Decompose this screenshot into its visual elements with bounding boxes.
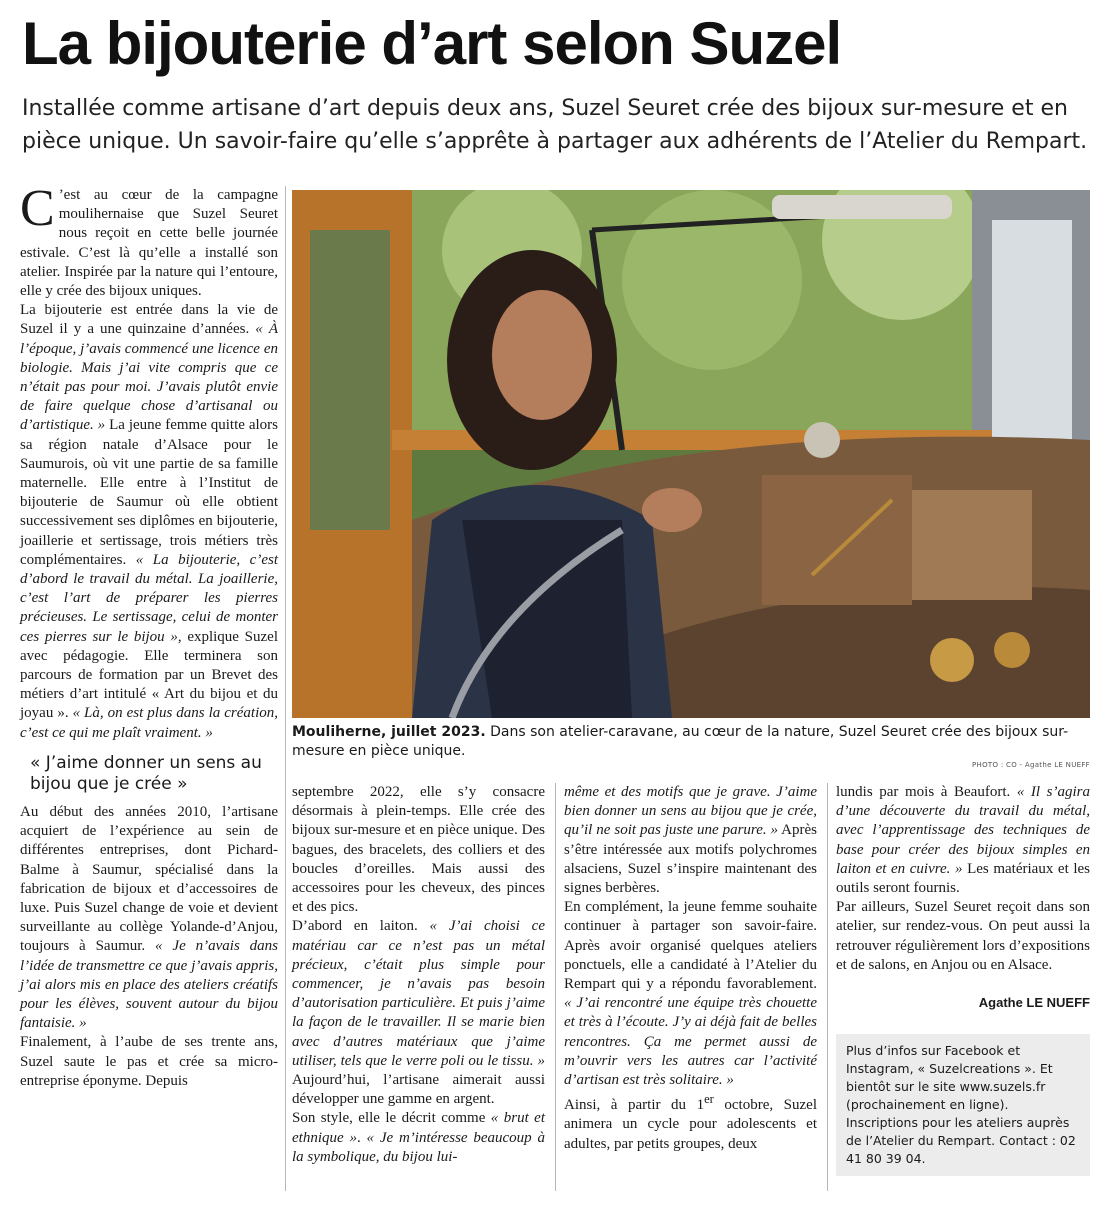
drop-cap: C xyxy=(20,180,55,237)
quote: « À l’époque, j’avais commencé une licence en biologie. Mais j’ai vite compris que ce n’était pas pour moi. J’avais plutôt envie de faire quelque chose d’artisanal ou d’artistique. » xyxy=(20,321,278,434)
author-signature: Agathe LE NUEFF xyxy=(978,995,1090,1011)
quote: « J’ai choisi ce matériau car ce n’est pas un métal précieux, c’était plus simple pour commencer, je n’avais pas besoin d’autorisation particulière. Et puis j’aime la façon de le travailler. Il se marie bien avec d’autres matériaux que j’aime utiliser, tels que le verre poli ou le tissu. » xyxy=(292,918,545,1069)
article-lead: Installée comme artisane d’art depuis deux ans, Suzel Seuret crée des bijoux sur-mesure et en pièce unique. Un savoir-faire qu’elle s’apprête à partager aux adhérents de l’Atelier du Rempart. xyxy=(22,96,1088,154)
paragraph: Au début des années 2010, l’artisane acquiert de l’expérience au sein de différentes entreprises, dont Pichard-Balme à Saumur, spécialisé dans la fabrication de bijoux et d’accessoires de luxe. Puis Suzel change de voie et devient surveillante au collège Yolande-d’Anjou, toujours à Saumur. « Je n’avais dans l’idée de transmettre ce que j’avais appris, j’ai alors mis en place des ateliers créatifs pour les élèves, souvent autour du bijou fantaisie. » xyxy=(20,803,278,1032)
photo-caption: Mouliherne, juillet 2023. Dans son atelier-caravane, au cœur de la nature, Suzel Seuret crée des bijoux sur-mesure en pièce unique. xyxy=(292,724,1069,759)
paragraph: septembre 2022, elle s’y consacre désormais à plein-temps. Elle crée des bijoux sur-mesure et en pièce unique. Des bagues, des bracelets, des colliers et des boucles d’oreilles. Mais aussi des accessoires pour les cheveux, des pinces et des pics. xyxy=(292,784,545,916)
article-photo xyxy=(292,190,1090,718)
quote: « Il s’agira d’une découverte du travail du métal, avec l’apprentissage des techniques de base pour créer des bijoux simples en laiton et en cuivre. » xyxy=(836,784,1091,877)
quote: « Je m’intéresse beaucoup à la symbolique, du bijou lui- xyxy=(292,1129,545,1165)
paragraph: Ainsi, à partir du 1er octobre, Suzel animera un cycle pour adolescents et adultes, par petits groupes, deux xyxy=(564,1092,817,1152)
quote: même et des motifs que je grave. J’aime bien donner un sens au bijou que je crée, qu’il ne soit pas juste une parure. » xyxy=(564,784,817,839)
article-headline: La bijouterie d’art selon Suzel xyxy=(22,10,842,77)
paragraph: Finalement, à l’aube de ses trente ans, Suzel saute le pas et crée sa micro-entreprise éponyme. Depuis xyxy=(20,1034,278,1089)
quote: « La bijouterie, c’est d’abord le travail du métal. La joaillerie, c’est l’art de préparer les pierres précieuses. Le sertissage, celui de monter ces pierres sur le bijou » xyxy=(20,551,278,645)
paragraph: même et des motifs que je grave. J’aime bien donner un sens au bijou que je crée, qu’il ne soit pas juste une parure. » Après s’être intéressée aux motifs polychromes alsaciens, Suzel s’inspire maintenant des signes berbères. xyxy=(564,784,817,897)
quote: « Je n’avais dans l’idée de transmettre ce que j’avais appris, j’ai alors mis en place des ateliers créatifs pour les élèves, souvent autour du bijou fantaisie. » xyxy=(20,938,278,1032)
paragraph: En complément, la jeune femme souhaite continuer à partager son savoir-faire. Après avoir organisé quelques ateliers ponctuels, elle a candidaté à l’Atelier du Rempart qui y a répondu favorablement. « J’ai rencontré une équipe très chouette et très à l’écoute. J’y ai déjà fait de belles rencontres. Ça me permet aussi de m’ouvrir vers les autres car l’activité d’artisan est très solitaire. » xyxy=(564,899,817,1089)
column-divider xyxy=(827,783,828,1191)
section-subhead: « J’aime donner un sens au bijou que je crée » xyxy=(30,752,262,794)
column-divider xyxy=(555,783,556,1191)
column-2 xyxy=(292,783,545,1167)
paragraph: Son style, elle le décrit comme « brut et ethnique ». « Je m’intéresse beaucoup à la symbolique, du bijou lui- xyxy=(292,1110,545,1165)
photo-credit: PHOTO : CO - Agathe LE NUEFF xyxy=(972,761,1090,769)
column-4 xyxy=(836,783,1090,1176)
column-3 xyxy=(564,783,817,1154)
quote: « brut et ethnique » xyxy=(292,1110,545,1146)
quote: « J’ai rencontré une équipe très chouette et très à l’écoute. J’y ai déjà fait de belles rencontres. Ça me permet aussi de m’ouvrir vers les autres car l’activité d’artisan est très solitaire. » xyxy=(564,995,817,1089)
paragraph: C ’est au cœur de la campagne moulihernaise que Suzel Seuret nous reçoit en cette belle journée estivale. C’est là qu’elle a installé son atelier. Inspirée par la nature qui l’entoure, elle y crée des bijoux uniques. xyxy=(20,180,278,300)
column-divider xyxy=(285,186,286,1191)
paragraph: Par ailleurs, Suzel Seuret reçoit dans son atelier, sur rendez-vous. On peut aussi la retrouver régulièrement lors d’expositions et de salons, en Anjou ou en Alsace. xyxy=(836,899,1090,973)
paragraph: D’abord en laiton. « J’ai choisi ce matériau car ce n’est pas un métal précieux, c’était plus simple pour commencer, je n’avais pas besoin d’autorisation particulière. Et puis j’aime la façon de le travailler. Il se marie bien avec d’autres matériaux que j’aime utiliser, tels que le verre poli ou le tissu. » Aujourd’hui, l’artisane aimerait aussi développer une gamme en argent. xyxy=(292,918,545,1108)
column-1 xyxy=(20,180,278,1091)
paragraph: La bijouterie est entrée dans la vie de Suzel il y a une quinzaine d’années. « À l’époque, j’avais commencé une licence en biologie. Mais j’ai vite compris que ce n’était pas pour moi. J’avais plutôt envie de faire quelque chose d’artisanal ou d’artistique. » La jeune femme quitte alors sa région natale d’Alsace pour le Saumurois, où vit une partie de sa famille maternelle. Elle entre à l’Institut de bijouterie de Saumur où elle obtient successivement ses diplômes en bijouterie, joaillerie et sertissage, trois métiers très complémentaires. « La bijouterie, c’est d’abord le travail du métal. La joaillerie, c’est l’art de préparer les pierres précieuses. Le sertissage, celui de monter ces pierres sur le bijou », explique Suzel avec pédagogie. Elle terminera son parcours de formation par un Brevet des métiers d’art intitulé « Art du bijou et du joyau ». « Là, on est plus dans la création, c’est ce qui me plaît vraiment. » xyxy=(20,302,278,741)
quote: « Là, on est plus dans la création, c’est ce qui me plaît vraiment. » xyxy=(20,705,278,741)
paragraph: lundis par mois à Beaufort. « Il s’agira d’une découverte du travail du métal, avec l’apprentissage des techniques de base pour créer des bijoux simples en laiton et en cuivre. » Les matériaux et les outils seront fournis. xyxy=(836,784,1091,897)
info-box: Plus d’infos sur Facebook et Instagram, « Suzelcreations ». Et bientôt sur le site www.suzels.fr (prochainement en ligne). Inscriptions pour les ateliers auprès de l’Atelier du Rempart. Contact : 02 41 80 39 04. xyxy=(836,1034,1090,1176)
